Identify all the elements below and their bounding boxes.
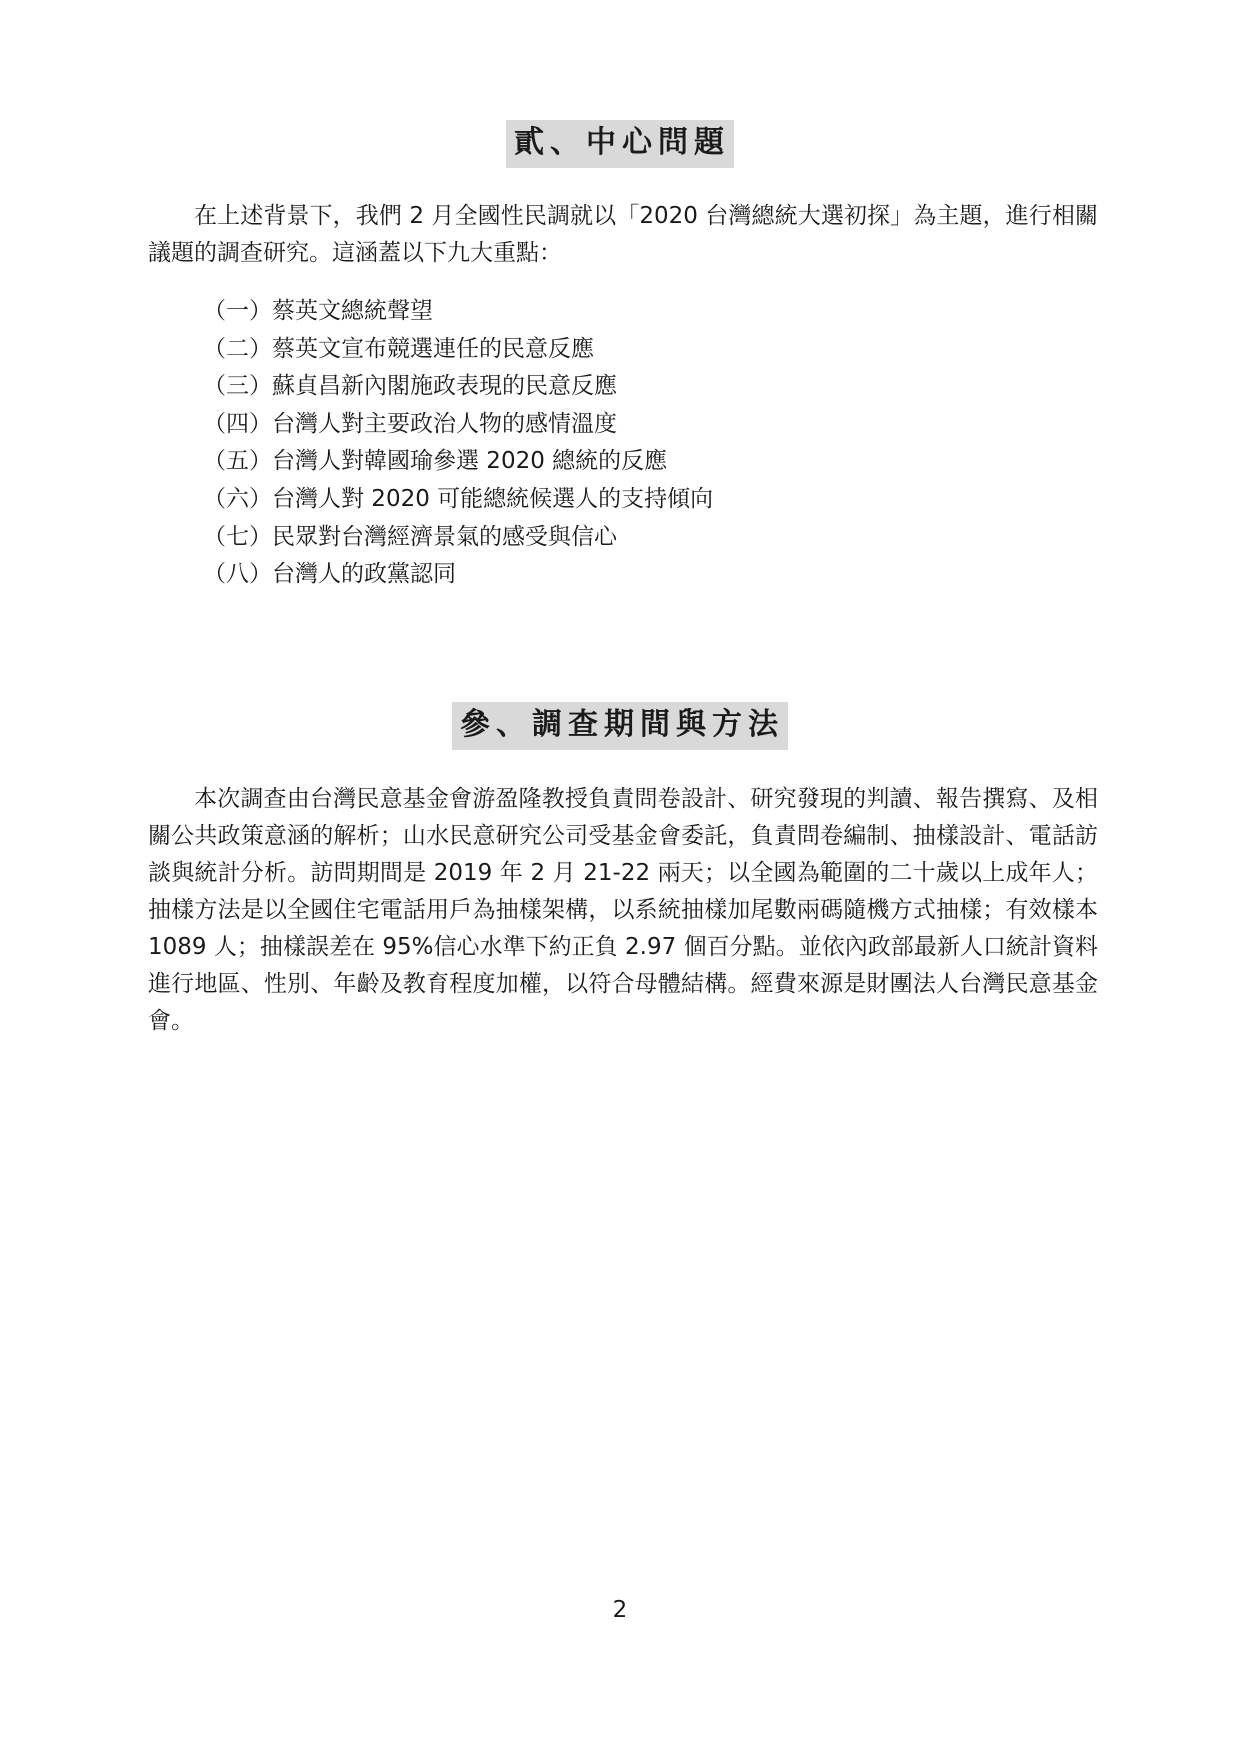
section-3-body: 本次調查由台灣民意基金會游盈隆教授負責問卷設計、研究發現的判讀、報告撰寫、及相關公共政策意涵的解析；山水民意研究公司受基金會委託，負責問卷編制、抽樣設計、電話訪談與統計分析。訪問期間是 2019 年 2 月 21-22 兩天；以全國為範圍的二十歲以上成年人；抽樣方法是以全國住宅電話用戶為抽樣架構，以系統抽樣加尾數兩碼隨機方式抽樣；有效樣本 1089 人；抽樣誤差在 95%信心水準下約正負 2.97 個百分點。並依內政部最新人口統計資料進行地區、性別、年齡及教育程度加權，以符合母體結構。經費來源是財團法人台灣民意基金會。 [148, 786, 1098, 1034]
list-item: （八）台灣人的政黨認同 [203, 561, 456, 588]
list-item: （三）蘇貞昌新內閣施政表現的民意反應 [203, 373, 617, 400]
section-3-heading-wrap [0, 702, 1240, 750]
list-item: （六）台灣人對 2020 可能總統候選人的支持傾向 [203, 485, 714, 512]
list-item: （一）蔡英文總統聲望 [203, 298, 433, 324]
section-2-intro: 在上述背景下，我們 2 月全國性民調就以「2020 台灣總統大選初探」為主題，進行相關議題的調查研究。這涵蓋以下九大重點： [148, 203, 1098, 266]
section-3-heading: 參、調查期間與方法 [452, 702, 788, 750]
section-2-heading-wrap [0, 120, 1240, 168]
list-item: （二）蔡英文宣布競選連任的民意反應 [203, 335, 594, 362]
section-2-heading: 貳、中心問題 [506, 120, 734, 168]
focus-list [203, 293, 1083, 594]
list-item: （四）台灣人對主要政治人物的感情溫度 [203, 410, 617, 437]
list-item: （七）民眾對台灣經濟景氣的感受與信心 [203, 523, 617, 550]
list-item: （五）台灣人對韓國瑜參選 2020 總統的反應 [203, 448, 668, 475]
page-number: 2 [612, 1597, 628, 1623]
